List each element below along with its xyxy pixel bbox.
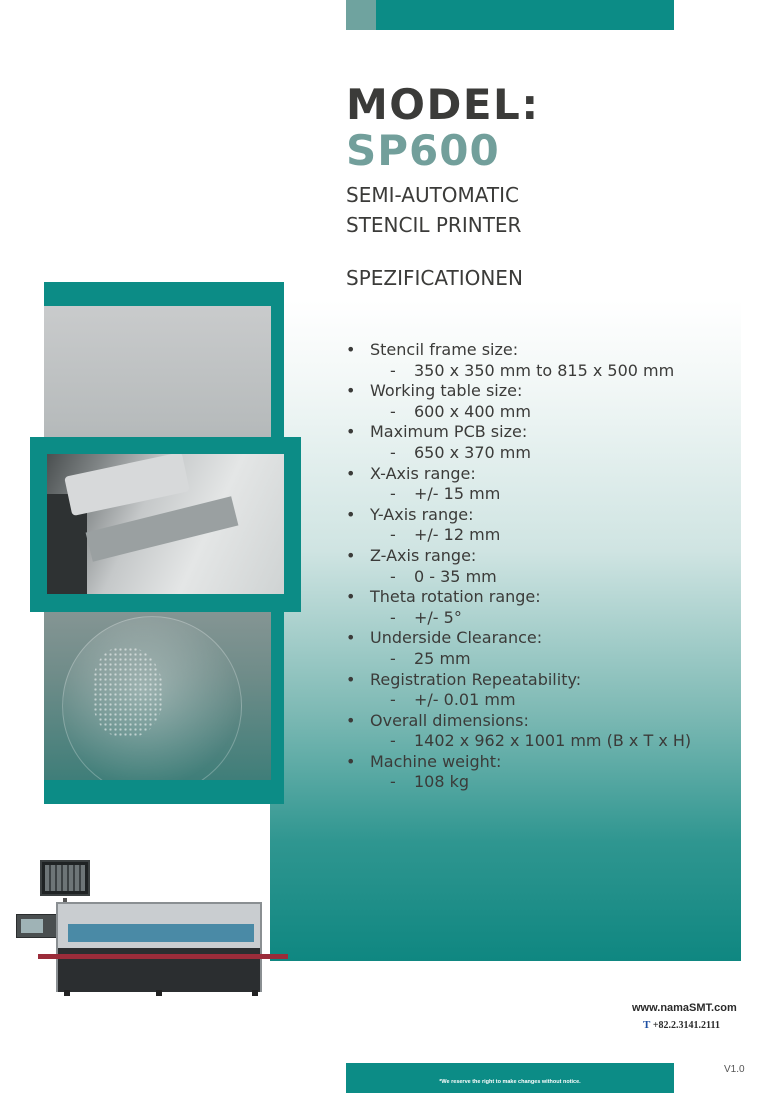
dash-icon: - (390, 442, 396, 462)
bullet-icon: • (346, 340, 356, 359)
model-name: SP600 (346, 126, 500, 175)
inset-photo-frame (30, 437, 301, 612)
spec-value (370, 608, 746, 629)
dash-icon: - (390, 525, 396, 545)
section-title: SPEZIFICATIONEN (346, 266, 523, 290)
globe-graphic-icon (62, 616, 242, 780)
spec-value-text: +/- 5° (414, 607, 462, 627)
spec-label: Y-Axis range: (370, 504, 474, 524)
model-label: MODEL: (346, 80, 540, 129)
spec-label: Underside Clearance: (370, 628, 543, 648)
machine-foot (252, 990, 258, 996)
spec-item (346, 422, 746, 463)
spec-value-text: 650 x 370 mm (414, 442, 531, 462)
stencil-printer-machine-image (16, 858, 271, 998)
phone-prefix: T (643, 1019, 651, 1031)
spec-item (346, 381, 746, 422)
spec-label: Theta rotation range: (370, 587, 541, 607)
bullet-icon: • (346, 545, 356, 565)
dash-icon: - (390, 360, 396, 380)
spec-list (346, 340, 746, 793)
dash-icon: - (390, 607, 396, 627)
spec-value-text: +/- 15 mm (414, 484, 501, 504)
machine-foot (64, 990, 70, 996)
machine-print-head (68, 924, 254, 942)
spec-value-text: 1402 x 962 x 1001 mm (B x T x H) (414, 731, 692, 751)
spec-label: Working table size: (370, 381, 523, 401)
bullet-icon: • (346, 751, 356, 771)
spec-item (346, 464, 746, 505)
phone-number: +82.2.3141.2111 (652, 1020, 720, 1031)
dash-icon: - (390, 484, 396, 504)
top-accent-bar (346, 0, 674, 30)
subtitle-line-1: SEMI-AUTOMATIC (346, 183, 520, 207)
spec-item (346, 340, 746, 381)
top-bar-accent-square (346, 0, 376, 30)
spec-value-text: 108 kg (414, 772, 470, 792)
phone-text (643, 1019, 720, 1031)
spec-value (370, 649, 746, 670)
machine-rail (38, 954, 288, 959)
spec-item (346, 711, 746, 752)
dash-icon: - (390, 566, 396, 586)
spec-item (346, 505, 746, 546)
spec-label: Stencil frame size: (370, 340, 519, 359)
dash-icon: - (390, 731, 396, 751)
dash-icon: - (390, 401, 396, 421)
spec-label: Machine weight: (370, 751, 502, 771)
spec-item (346, 628, 746, 669)
spec-value (370, 484, 746, 505)
bottom-accent-bar (346, 1063, 674, 1093)
bullet-icon: • (346, 628, 356, 648)
spec-item (346, 546, 746, 587)
bullet-icon: • (346, 710, 356, 730)
spec-label: Z-Axis range: (370, 545, 477, 565)
spec-label: Registration Repeatability: (370, 669, 582, 689)
spec-item (346, 752, 746, 793)
machine-control-panel (16, 914, 58, 938)
disclaimer-text: *We reserve the right to make changes without notice. (439, 1079, 581, 1085)
spec-value (370, 525, 746, 546)
subtitle-line-2: STENCIL PRINTER (346, 213, 522, 237)
version-label: V1.0 (724, 1064, 745, 1075)
spec-value-text: 0 - 35 mm (414, 566, 497, 586)
title-block (346, 82, 746, 240)
dash-icon: - (390, 648, 396, 668)
spec-value-text: 25 mm (414, 648, 471, 668)
machine-monitor (40, 860, 90, 896)
spec-value (370, 361, 746, 382)
bullet-icon: • (346, 504, 356, 524)
control-panel-screen (21, 919, 43, 933)
spec-label: X-Axis range: (370, 463, 476, 483)
bullet-icon: • (346, 587, 356, 607)
bullet-icon: • (346, 381, 356, 401)
bullet-icon: • (346, 463, 356, 483)
monitor-screen (45, 865, 85, 891)
spec-value-text: 350 x 350 mm to 815 x 500 mm (414, 360, 675, 380)
spec-item (346, 670, 746, 711)
spec-label: Maximum PCB size: (370, 422, 528, 442)
machine-frame (56, 902, 262, 992)
spec-value-text: +/- 0.01 mm (414, 690, 516, 710)
spec-item (346, 587, 746, 628)
spec-value (370, 690, 746, 711)
spec-value (370, 402, 746, 423)
spec-value-text: +/- 12 mm (414, 525, 501, 545)
bullet-icon: • (346, 422, 356, 442)
website-text: www.namaSMT.com (632, 1002, 737, 1014)
spec-value (370, 443, 746, 464)
photo-shape (64, 454, 190, 516)
spec-label: Overall dimensions: (370, 710, 529, 730)
machine-foot (156, 990, 162, 996)
squeegee-closeup-photo (47, 454, 284, 594)
spec-value (370, 772, 746, 793)
bullet-icon: • (346, 669, 356, 689)
spec-value (370, 567, 746, 588)
dash-icon: - (390, 690, 396, 710)
dash-icon: - (390, 772, 396, 792)
spec-value-text: 600 x 400 mm (414, 401, 531, 421)
spec-value (370, 731, 746, 752)
